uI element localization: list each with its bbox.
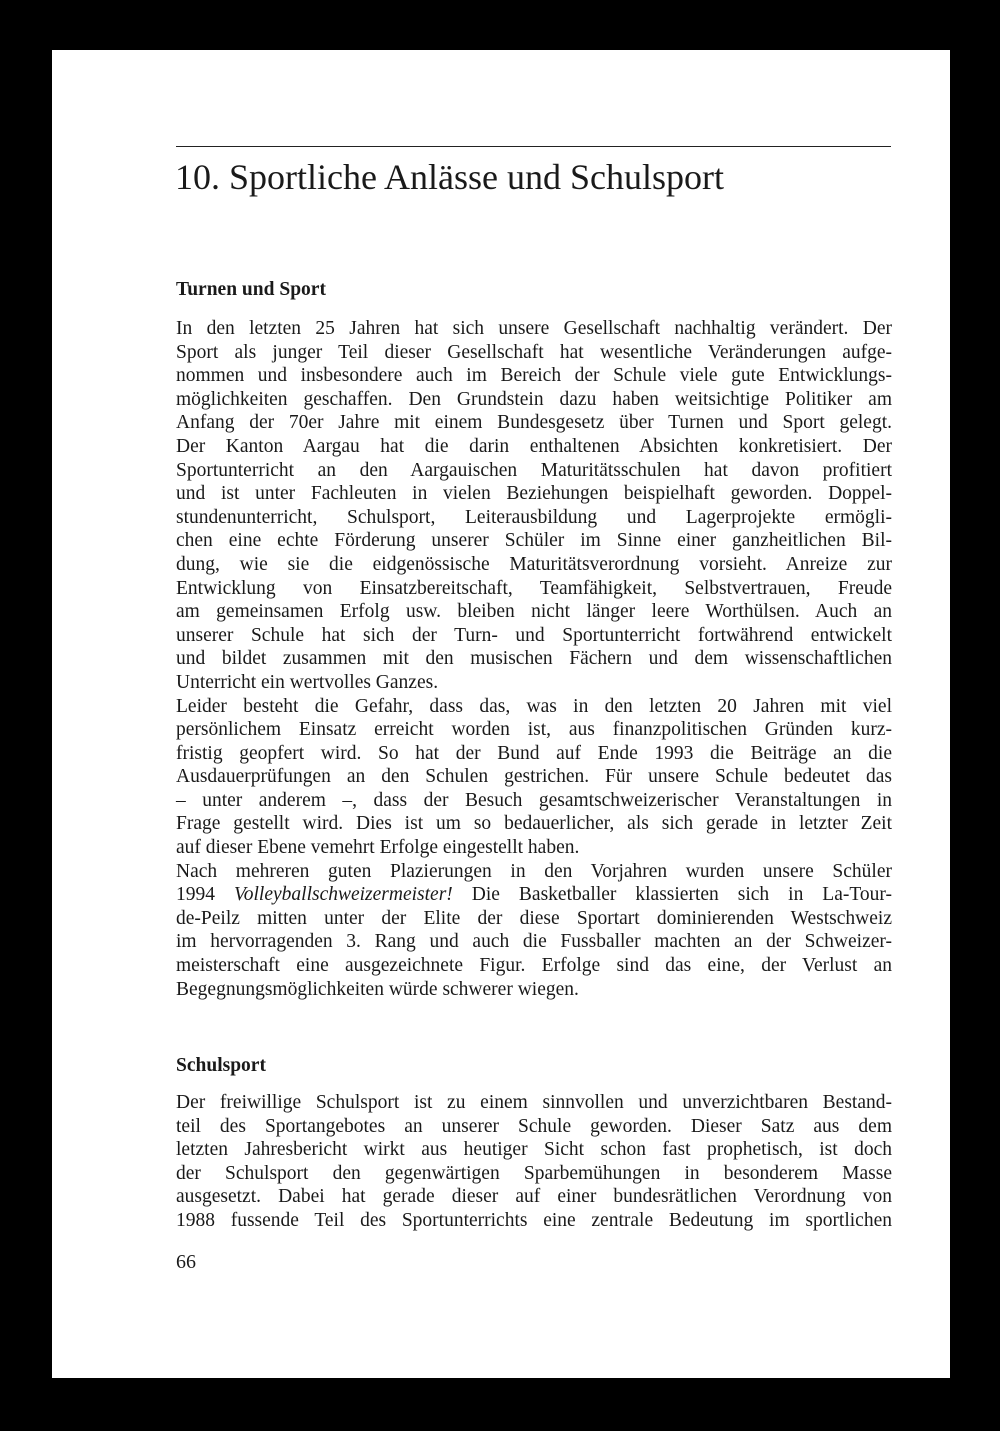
text-line: Begegnungsmöglichkeiten würde schwerer wiegen. [176,978,579,1000]
text-line: letzten Jahresbericht wirkt aus heutiger Sicht schon fast prophetisch, ist doch [176,1139,892,1161]
text-line: Nach mehreren guten Plazierungen in den Vorjahren wurden unsere Schüler [176,860,892,882]
text-line: meisterschaft eine ausgezeichnete Figur. Erfolge sind das eine, der Verlust an [176,955,892,977]
text-line: Entwicklung von Einsatzbereitschaft, Teamfähigkeit, Selbstvertrauen, Freude [176,577,892,599]
text-line: und bildet zusammen mit den musischen Fächern und dem wissenschaftlichen [176,648,892,670]
emphasis-text: Volleyballschweizermeister! [234,884,453,906]
text-line: nommen und insbesondere auch im Bereich der Schule viele gute Entwicklungs- [176,365,892,387]
section-body-schulsport [176,1091,892,1233]
text-line: möglichkeiten geschaffen. Den Grundstein dazu haben weitsichtige Politiker am [176,388,892,410]
text-line: unserer Schule hat sich der Turn- und Sportunterricht fortwährend entwickelt [176,624,892,646]
text-line: stundenunterricht, Schulsport, Leiterausbildung und Lagerprojekte ermögli- [176,506,892,528]
text-line: auf dieser Ebene vemehrt Erfolge eingestellt haben. [176,837,580,859]
page-number: 66 [176,1251,196,1273]
text-line: dung, wie sie die eidgenössische Maturitätsverordnung vorsieht. Anreize zur [176,553,892,575]
text-line: Leider besteht die Gefahr, dass das, was in den letzten 20 Jahren mit viel [176,695,892,717]
text-line: Sportunterricht an den Aargauischen Maturitätsschulen hat davon profitiert [176,459,892,481]
section-body-turnen-und-sport [176,317,892,1001]
text-line: persönlichem Einsatz erreicht worden ist, aus finanzpolitischen Gründen kurz- [176,719,892,741]
text-line: – unter anderem –, dass der Besuch gesamtschweizerischer Veranstaltungen in [176,789,892,811]
text-line: Sport als junger Teil dieser Gesellschaft hat wesentliche Veränderungen aufge- [176,341,892,363]
chapter-title: 10. Sportliche Anlässe und Schulsport [175,157,724,197]
text-line: Unterricht ein wertvolles Ganzes. [176,671,439,693]
document-page [52,50,950,1378]
chapter-rule [176,146,891,147]
text-line: fristig geopfert wird. So hat der Bund auf Ende 1993 die Beiträge an die [176,742,892,764]
text-line: Der Kanton Aargau hat die darin enthaltenen Absichten konkretisiert. Der [176,435,892,457]
section-heading-schulsport: Schulsport [176,1055,266,1076]
text-line: In den letzten 25 Jahren hat sich unsere Gesellschaft nachhaltig verändert. Der [176,318,892,339]
section-heading-turnen-und-sport: Turnen und Sport [176,279,326,300]
text-line: Der freiwillige Schulsport ist zu einem sinnvollen und unverzichtbaren Bestand- [176,1092,892,1113]
text-line: Frage gestellt wird. Dies ist um so bedauerlicher, als sich gerade in letzter Zeit [176,813,892,835]
text-line: am gemeinsamen Erfolg usw. bleiben nicht länger leere Worthülsen. Auch an [176,601,892,623]
text-line: Ausdauerprüfungen an den Schulen gestrichen. Für unsere Schule bedeutet das [176,766,892,788]
text-line: de-Peilz mitten unter der Elite der diese Sportart dominierenden Westschweiz [176,907,892,929]
text-line: chen eine echte Förderung unserer Schüler im Sinne einer ganzheitlichen Bil- [176,530,892,552]
text-line: Anfang der 70er Jahre mit einem Bundesgesetz über Turnen und Sport gelegt. [176,412,892,434]
text-line: im hervorragenden 3. Rang und auch die Fussballer machten an der Schweizer- [176,931,892,953]
text-line: und ist unter Fachleuten in vielen Beziehungen beispielhaft geworden. Doppel- [176,483,892,505]
text-line: 1988 fussende Teil des Sportunterrichts eine zentrale Bedeutung im sportlichen [176,1209,892,1231]
text-line: ausgesetzt. Dabei hat gerade dieser auf einer bundesrätlichen Verordnung von [176,1186,892,1208]
text-line: teil des Sportangebotes an unserer Schule geworden. Dieser Satz aus dem [176,1115,892,1137]
text-line: 1994 Volleyballschweizermeister! Die Basketballer klassierten sich in La-Tour- [176,884,893,906]
text-line: der Schulsport den gegenwärtigen Sparbemühungen in besonderem Masse [176,1162,892,1184]
